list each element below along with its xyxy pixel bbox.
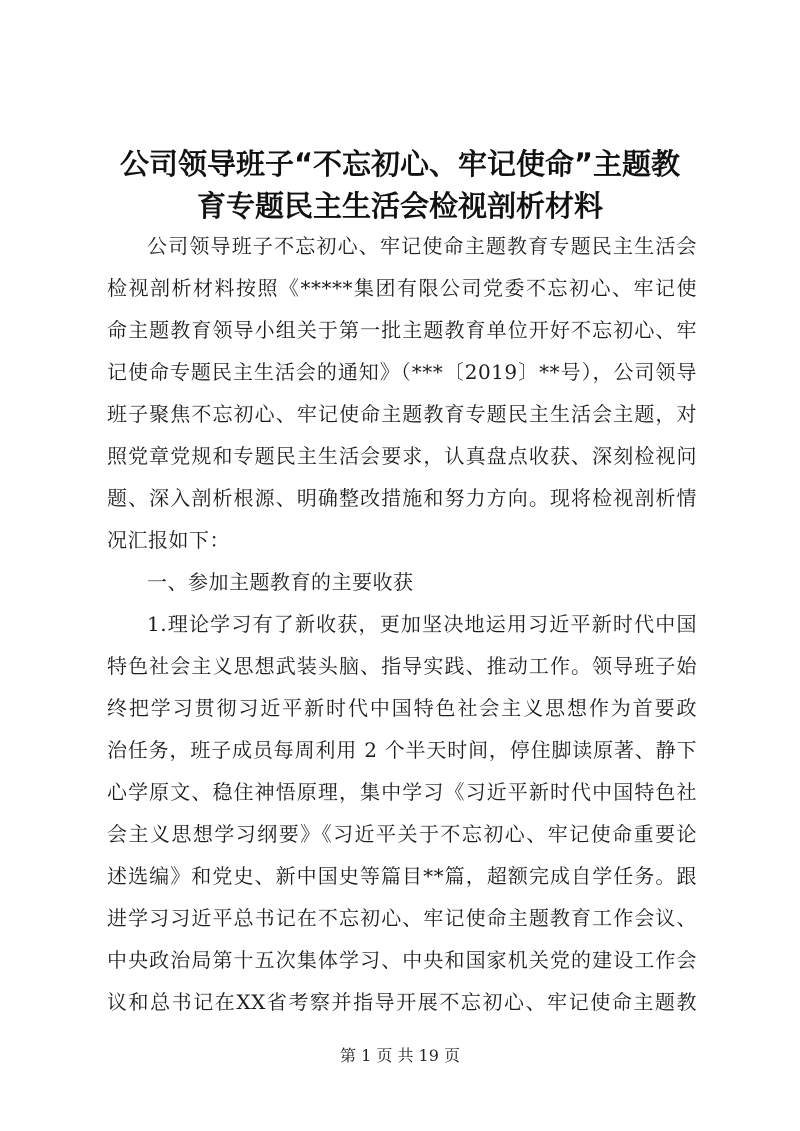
paragraph-line: 公司领导班子不忘初心、牢记使命主题教育专题民主生活会 [147, 234, 697, 258]
paragraph-line: 况汇报如下： [107, 528, 230, 552]
paragraph-line: 述选编》和党史、新中国史等篇目**篇，超额完成自学任务。跟 [107, 864, 697, 888]
paragraph-line: 进学习习近平总书记在不忘初心、牢记使命主题教育工作会议、 [107, 906, 697, 930]
paragraph-line: 议和总书记在XX省考察并指导开展不忘初心、牢记使命主题教 [107, 990, 697, 1014]
paragraph-line: 命主题教育领导小组关于第一批主题教育单位开好不忘初心、牢 [107, 318, 697, 342]
paragraph-line: 特色社会主义思想武装头脑、指导实践、推动工作。领导班子始 [107, 654, 697, 678]
paragraph-line: 记使命专题民主生活会的通知》（***〔2019〕**号），公司领导 [107, 360, 697, 384]
paragraph-line: 1.理论学习有了新收获，更加坚决地运用习近平新时代中国 [147, 612, 697, 636]
paragraph-line: 中央政治局第十五次集体学习、中央和国家机关党的建设工作会 [107, 948, 697, 972]
paragraph-line: 会主义思想学习纲要》《习近平关于不忘初心、牢记使命重要论 [107, 822, 697, 846]
document-title-line-2: 育专题民主生活会检视剖析材料 [196, 189, 603, 223]
paragraph-line: 检视剖析材料按照《*****集团有限公司党委不忘初心、牢记使 [107, 276, 697, 300]
paragraph-line: 治任务，班子成员每周利用 2 个半天时间，停住脚读原著、静下 [107, 738, 697, 762]
page-number-footer: 第 1 页 共 19 页 [340, 1046, 460, 1065]
paragraph-line: 心学原文、稳住神悟原理，集中学习《习近平新时代中国特色社 [107, 780, 697, 804]
paragraph-line: 题、深入剖析根源、明确整改措施和努力方向。现将检视剖析情 [107, 486, 697, 510]
section-heading: 一、参加主题教育的主要收获 [147, 570, 414, 594]
paragraph-line: 终把学习贯彻习近平新时代中国特色社会主义思想作为首要政 [107, 696, 697, 720]
paragraph-line: 班子聚焦不忘初心、牢记使命主题教育专题民主生活会主题，对 [107, 402, 697, 426]
document-title-line-1: 公司领导班子“不忘初心、牢记使命”主题教 [119, 147, 681, 181]
paragraph-line: 照党章党规和专题民主生活会要求，认真盘点收获、深刻检视问 [107, 444, 697, 468]
